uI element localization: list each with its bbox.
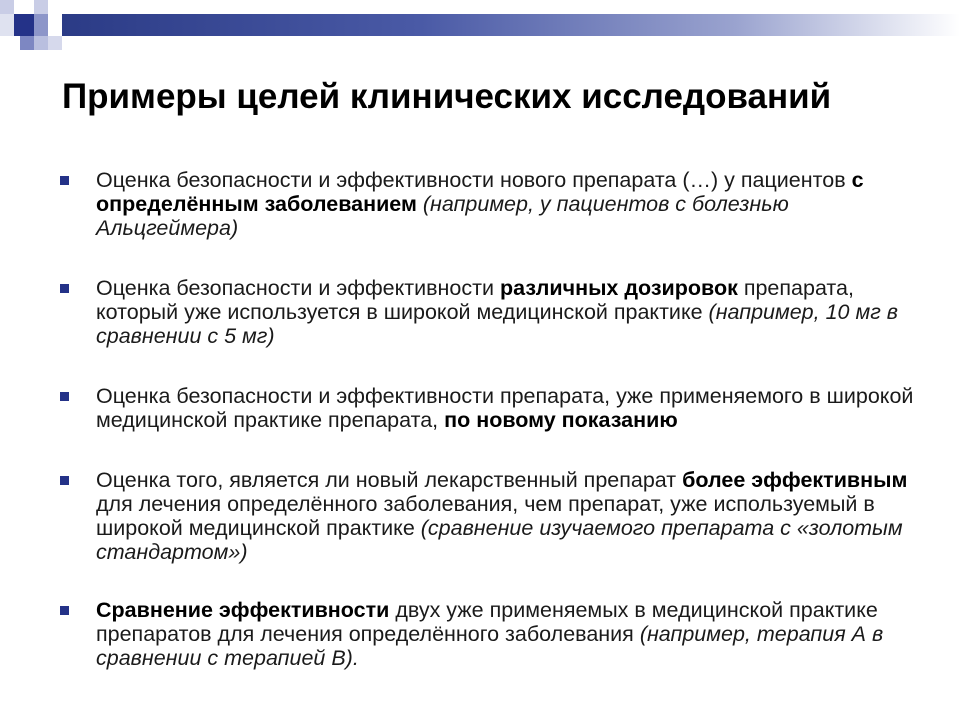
- square-bullet-icon: [60, 606, 69, 615]
- decor-square: [34, 14, 48, 36]
- bullet-item: [56, 468, 926, 564]
- bullet-text-segment: более эффективным: [682, 468, 908, 492]
- bullet-text-segment: различных дозировок: [499, 276, 738, 300]
- square-bullet-icon: [60, 176, 69, 185]
- decor-square: [20, 36, 34, 50]
- decor-square: [34, 0, 48, 14]
- bullet-text-segment: Оценка безопасности и эффективности препарата, уже применяемого в широкой медицинской практике препарата,: [96, 384, 914, 432]
- square-bullet-icon: [60, 476, 69, 485]
- decor-square: [0, 14, 14, 36]
- square-bullet-icon: [60, 392, 69, 401]
- bullet-text-segment: с определённым заболеванием: [96, 168, 864, 216]
- bullet-text-segment: Оценка безопасности и эффективности нового препарата (…) у пациентов: [96, 168, 852, 192]
- square-bullet-icon: [60, 284, 69, 293]
- decor-square: [48, 36, 62, 50]
- bullet-text-segment: Оценка безопасности и эффективности: [96, 276, 500, 300]
- bullet-text-segment: Сравнение эффективности: [96, 598, 390, 622]
- bullet-item: [56, 168, 926, 240]
- bullet-text-segment: (например, терапия А в сравнении с терапией В).: [96, 622, 884, 670]
- bullet-item: [56, 276, 926, 348]
- header-gradient-bar: [62, 14, 960, 36]
- bullet-text-segment: по новому показанию: [444, 408, 678, 432]
- decor-square: [0, 0, 14, 14]
- bullet-text-segment: препарата, который уже используется в широкой медицинской практике: [96, 276, 854, 324]
- header-decoration: [0, 0, 960, 60]
- bullet-text-segment: (например, у пациентов с болезнью Альцгеймера): [96, 192, 789, 240]
- bullet-item: [56, 598, 926, 670]
- decor-square: [14, 14, 34, 36]
- bullet-text-segment: для лечения определённого заболевания, чем препарат, уже используемый в широкой медицинской практике: [96, 492, 875, 540]
- decor-square: [48, 0, 62, 14]
- bullet-text-segment: (сравнение изучаемого препарата с «золотым стандартом»): [96, 516, 903, 564]
- bullet-item: [56, 384, 926, 432]
- bullet-list: [56, 168, 926, 706]
- bullet-text-segment: (например, 10 мг в сравнении с 5 мг): [96, 300, 899, 348]
- slide-title: Примеры целей клинических исследований: [62, 77, 832, 116]
- decor-square: [34, 36, 48, 50]
- bullet-text-segment: двух уже применяемых в медицинской практике препаратов для лечения определённого заболевания: [96, 598, 878, 646]
- bullet-text-segment: Оценка того, является ли новый лекарственный препарат: [96, 468, 683, 492]
